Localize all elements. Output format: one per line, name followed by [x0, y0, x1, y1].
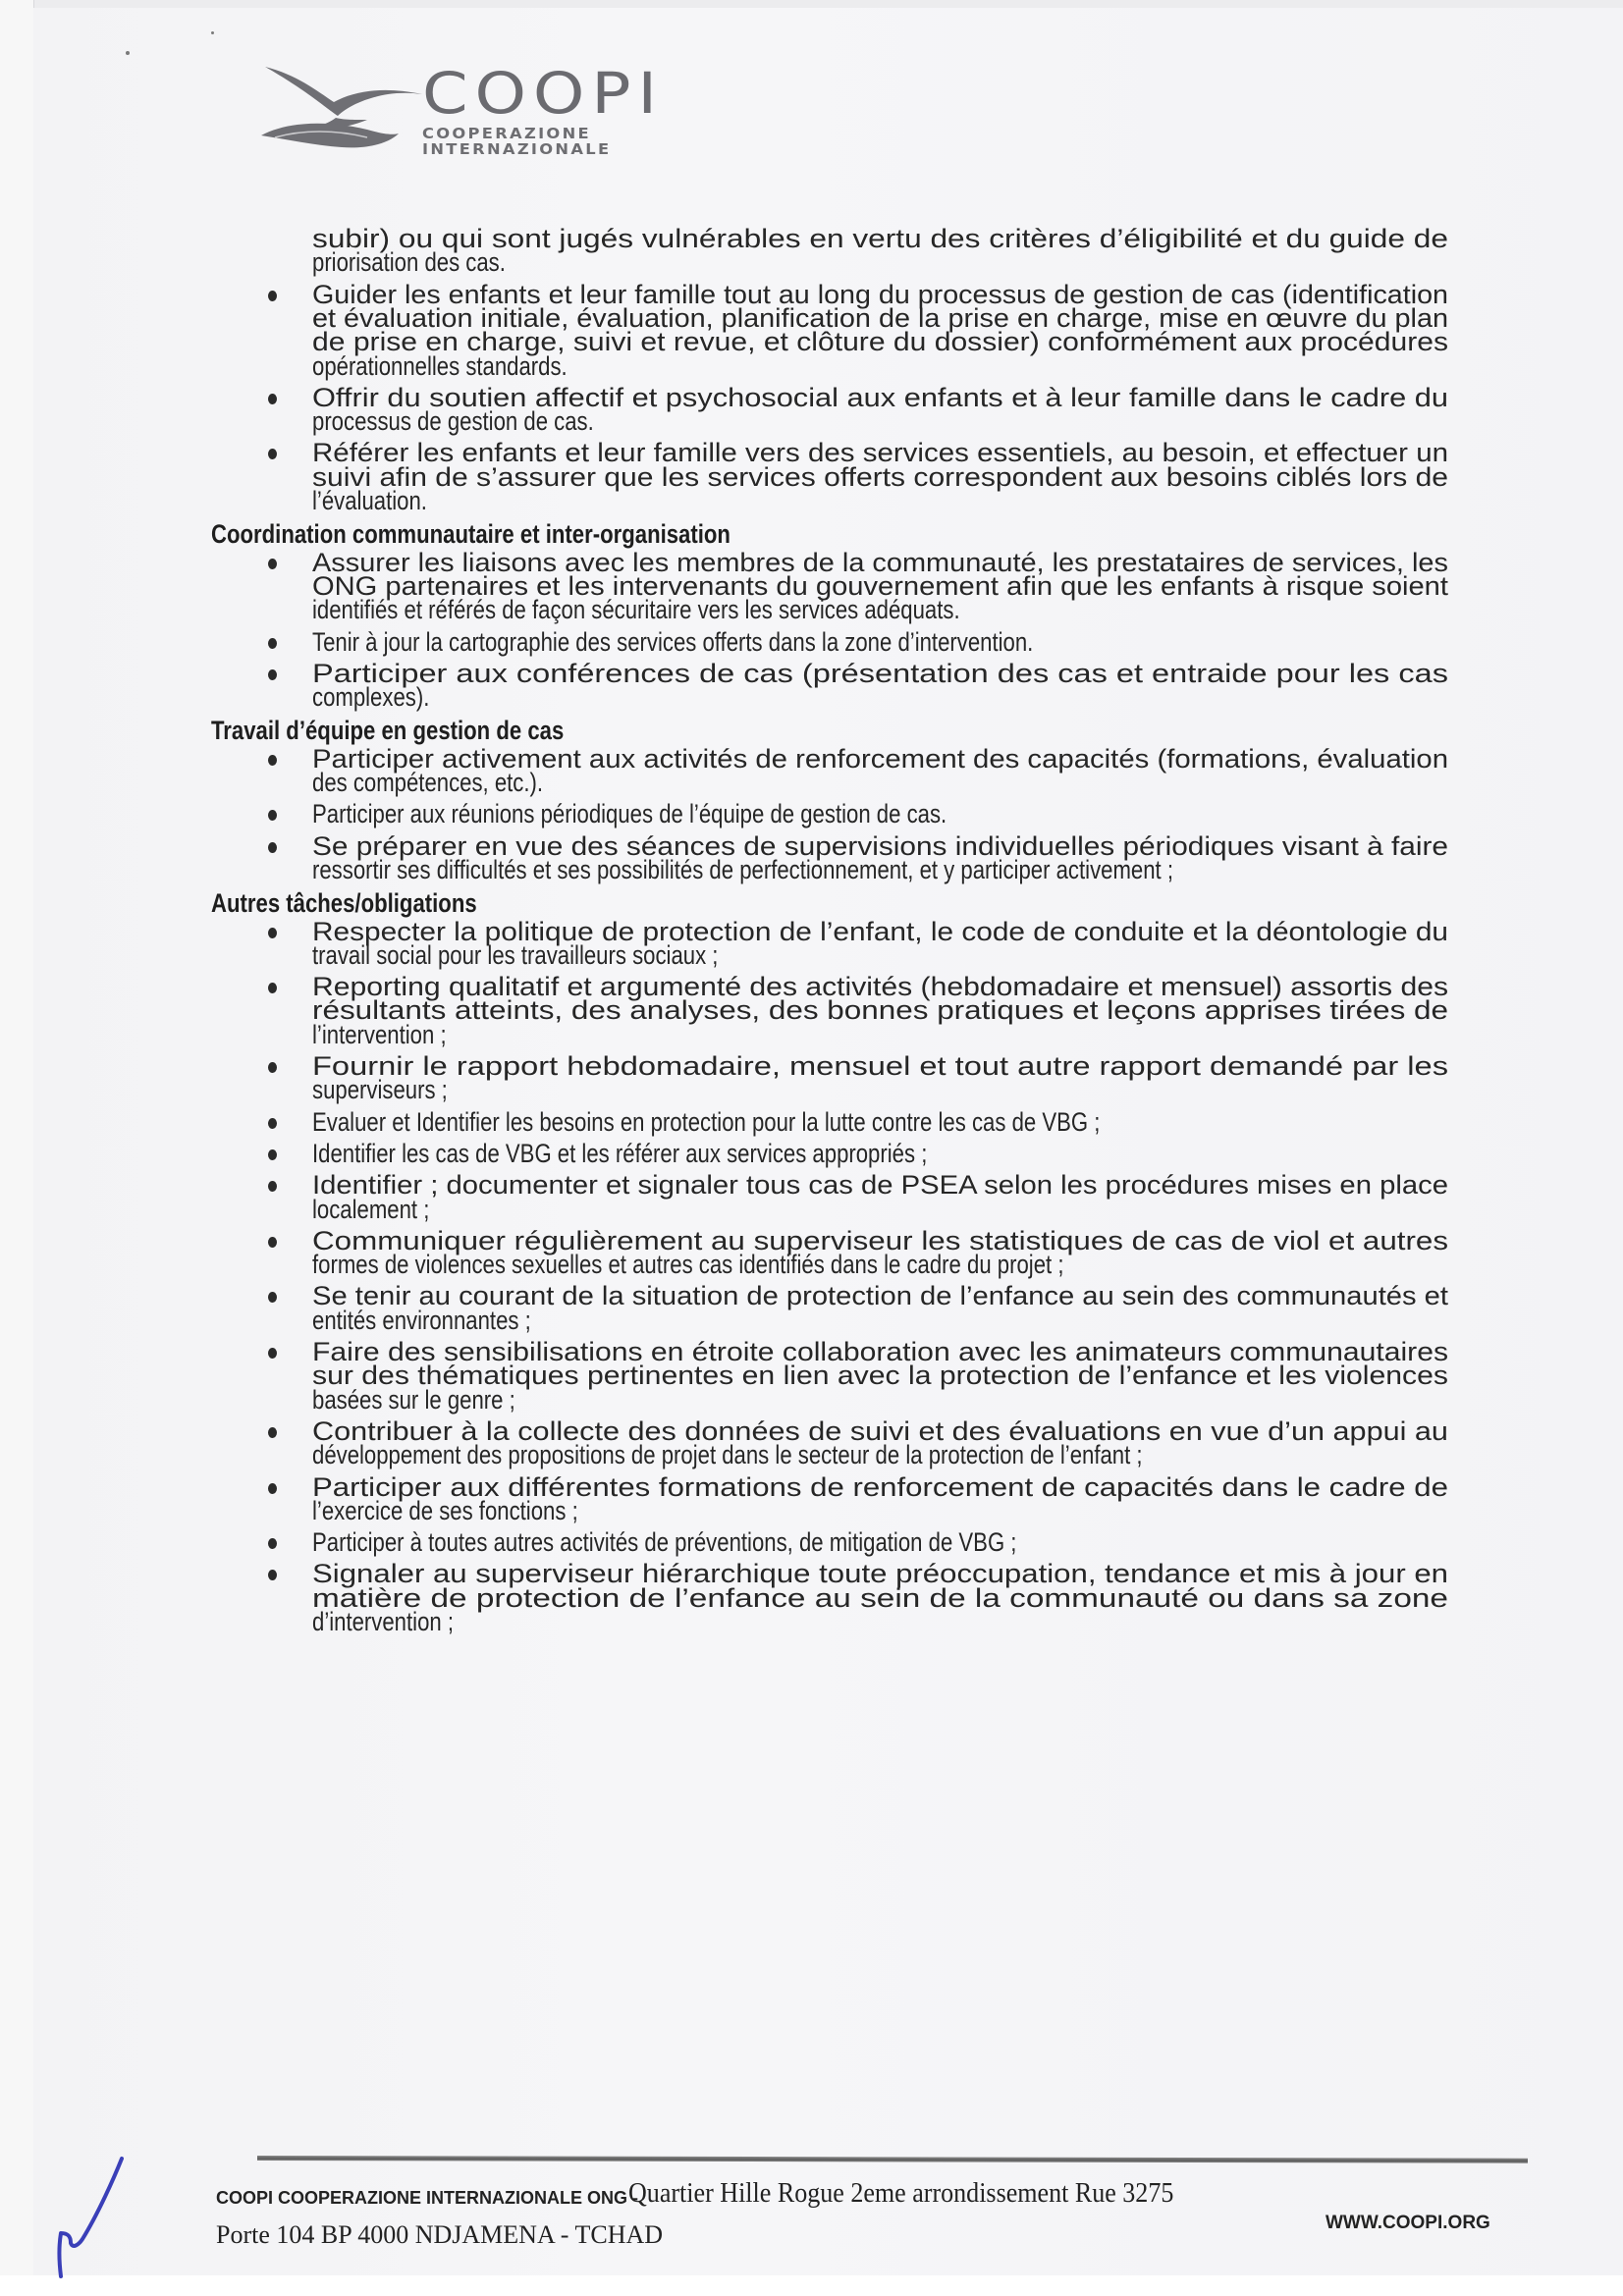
- text-line: priorisation des cas.: [312, 247, 506, 278]
- text-line: Contribuer à la collecte des données de suivi et des évaluations en vue d’un appui au: [312, 1415, 1448, 1446]
- bullet-icon: [268, 928, 277, 938]
- text-line: Participer à toutes autres activités de préventions, de mitigation de VBG ;: [312, 1527, 1017, 1558]
- text-line: identifiés et référés de façon sécuritaire vers les services adéquats.: [312, 595, 960, 625]
- bullet-icon: [268, 842, 277, 853]
- text-line: Identifier ; documenter et signaler tous cas de PSEA selon les procédures mises en place: [312, 1170, 1448, 1201]
- text-line: résultants atteints, des analyses, des bonnes pratiques et leçons apprises tirées de: [312, 995, 1449, 1026]
- logo-subtitle-line2: INTERNAZIONALE: [422, 140, 612, 158]
- scan-speck: [126, 51, 130, 55]
- text-line: l’évaluation.: [312, 486, 427, 515]
- coopi-wave-logo-icon: [257, 61, 424, 159]
- text-line: formes de violences sexuelles et autres cas identifiés dans le cadre du projet ;: [312, 1250, 1064, 1280]
- text-line: processus de gestion de cas.: [312, 406, 594, 437]
- text-line: subir) ou qui sont jugés vulnérables en vertu des critères d’éligibilité et du guide de: [312, 224, 1448, 253]
- text-line: localement ;: [312, 1194, 430, 1224]
- blue-checkmark-icon: [49, 2155, 128, 2282]
- text-line: opérationnelles standards.: [312, 350, 568, 381]
- text-line: Participer aux différentes formations de renforcement de capacités dans le cadre de: [312, 1471, 1448, 1502]
- bullet-icon: [268, 1118, 277, 1129]
- text-line: Participer activement aux activités de renforcement des capacités (formations, évaluation: [312, 743, 1449, 774]
- text-line: de prise en charge, suivi et revue, et clôture du dossier) conformément aux procédures: [312, 327, 1449, 357]
- text-line: travail social pour les travailleurs sociaux ;: [312, 939, 719, 970]
- text-line: Référer les enfants et leur famille vers des services essentiels, au besoin, et effectuer un: [312, 438, 1449, 468]
- footer-org-name: COOPI COOPERAZIONE INTERNAZIONALE ONG -: [216, 2188, 639, 2208]
- text-line: superviseurs ;: [312, 1075, 448, 1105]
- bullet-icon: [268, 1348, 277, 1359]
- bullet-icon: [268, 1538, 277, 1549]
- bullet-icon: [268, 669, 277, 680]
- text-line: matière de protection de l’enfance au sein de la communauté ou dans sa zone: [312, 1582, 1448, 1613]
- bullet-icon: [268, 1149, 277, 1160]
- scan-bottom-edge: [0, 2275, 1623, 2296]
- text-line: Guider les enfants et leur famille tout au long du processus de gestion de cas (identification: [312, 279, 1448, 309]
- section-heading: Coordination communautaire et inter-organisation: [211, 519, 730, 550]
- text-line: Respecter la politique de protection de l’enfant, le code de conduite et la déontologie du: [312, 916, 1449, 946]
- bullet-icon: [268, 394, 277, 404]
- footer-address: Quartier Hille Rogue 2eme arrondissement Rue 3275: [628, 2178, 1174, 2209]
- text-line: d’intervention ;: [312, 1607, 454, 1636]
- bullet-icon: [268, 638, 277, 649]
- logo-subtitle-line1: COOPERAZIONE: [422, 125, 591, 142]
- text-line: Assurer les liaisons avec les membres de la communauté, les prestataires de services, les: [312, 547, 1448, 577]
- bullet-icon: [268, 1483, 277, 1494]
- bullet-icon: [268, 559, 277, 569]
- text-line: des compétences, etc.).: [312, 768, 544, 797]
- bullet-icon: [268, 755, 277, 766]
- coopi-logo: [257, 61, 689, 159]
- text-line: et évaluation initiale, évaluation, planification de la prise en charge, mise en œuvre du plan: [312, 302, 1449, 333]
- text-line: Evaluer et Identifier les besoins en protection pour la lutte contre les cas de VBG ;: [312, 1106, 1101, 1137]
- text-line: développement des propositions de projet dans le secteur de la protection de l’enfant ;: [312, 1440, 1143, 1470]
- bullet-icon: [268, 983, 277, 993]
- scan-speck: [211, 31, 214, 34]
- text-line: ONG partenaires et les intervenants du gouvernement afin que les enfants à risque soient: [312, 570, 1448, 601]
- text-line: Fournir le rapport hebdomadaire, mensuel et tout autre rapport demandé par les: [312, 1051, 1449, 1081]
- logo-wordmark: COOPI: [422, 60, 664, 127]
- section-heading: Travail d’équipe en gestion de cas: [211, 716, 565, 746]
- text-line: Se tenir au courant de la situation de protection de l’enfance au sein des communautés et: [312, 1281, 1448, 1311]
- text-line: basées sur le genre ;: [312, 1384, 515, 1415]
- text-line: Se préparer en vue des séances de supervisions individuelles périodiques visant à faire: [312, 830, 1448, 861]
- text-line: ressortir ses difficultés et ses possibilités de perfectionnement, et y participer activement ;: [312, 854, 1173, 884]
- text-line: Communiquer régulièrement au superviseur les statistiques de cas de viol et autres: [312, 1225, 1449, 1255]
- footer-address-line2-clipped: [216, 2220, 903, 2249]
- text-line: Offrir du soutien affectif et psychosocial aux enfants et à leur famille dans le cadre du: [312, 382, 1448, 412]
- text-line: complexes).: [312, 682, 430, 713]
- text-line: l’exercice de ses fonctions ;: [312, 1495, 578, 1525]
- text-line: Participer aux réunions périodiques de l’équipe de gestion de cas.: [312, 799, 947, 829]
- text-line: entités environnantes ;: [312, 1305, 531, 1335]
- text-line: l’intervention ;: [312, 1019, 447, 1049]
- text-line: Tenir à jour la cartographie des services offerts dans la zone d’intervention.: [312, 626, 1034, 657]
- bullet-icon: [268, 291, 277, 301]
- scan-left-edge: [0, 0, 34, 2296]
- text-line: Identifier les cas de VBG et les référer aux services appropriés ;: [312, 1138, 928, 1168]
- text-line: sur des thématiques pertinentes en lien avec la protection de l’enfance et les violences: [312, 1361, 1449, 1391]
- bullet-icon: [268, 1062, 277, 1073]
- text-line: suivi afin de s’assurer que les services offerts correspondent aux besoins ciblés lors de: [312, 461, 1448, 492]
- text-line: Faire des sensibilisations en étroite collaboration avec les animateurs communautaires: [312, 1337, 1449, 1366]
- bullet-icon: [268, 1427, 277, 1438]
- footer-address-line2: Porte 104 BP 4000 NDJAMENA - TCHAD: [216, 2220, 664, 2249]
- text-line: Participer aux conférences de cas (présentation des cas et entraide pour les cas: [312, 658, 1448, 688]
- section-heading: Autres tâches/obligations: [211, 888, 477, 919]
- bullet-icon: [268, 1237, 277, 1248]
- footer-website-link[interactable]: WWW.COOPI.ORG: [1325, 2213, 1490, 2233]
- text-line: Signaler au superviseur hiérarchique toute préoccupation, tendance et mis à jour en: [312, 1559, 1449, 1589]
- text-line: Reporting qualitatif et argumenté des activités (hebdomadaire et mensuel) assortis des: [312, 972, 1449, 1002]
